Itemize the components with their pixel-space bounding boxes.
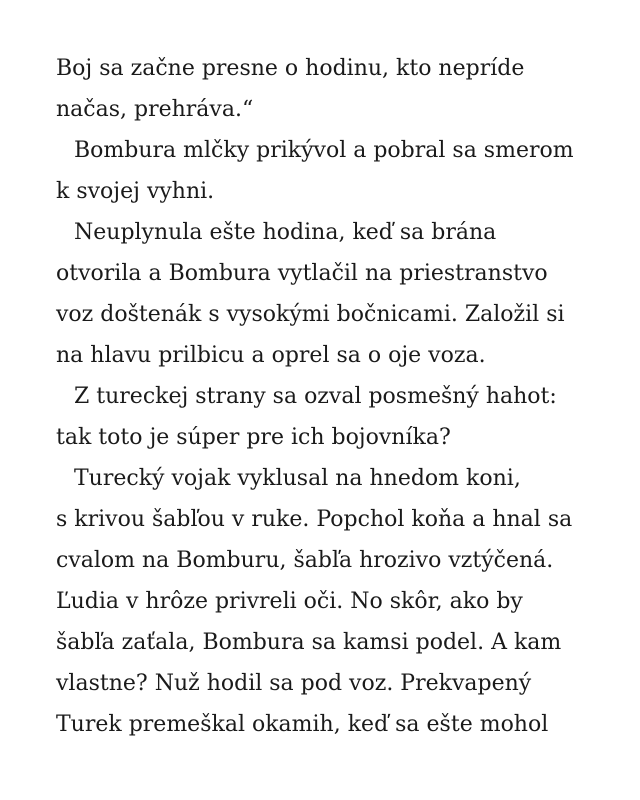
text-line: Z tureckej strany sa ozval posmešný hahot: (74, 384, 557, 409)
text-line: Turek premeškal okamih, keď sa ešte mohol (56, 712, 549, 737)
text-line: Neuplynula ešte hodina, keď sa brána (74, 220, 497, 245)
text-line: otvorila a Bombura vytlačil na priestranstvo (56, 261, 548, 286)
text-line: na hlavu prilbicu a oprel sa o oje voza. (56, 343, 486, 368)
text-line: voz doštenák s vysokými bočnicami. Založil si (56, 302, 565, 327)
text-line: šabľa zaťala, Bombura sa kamsi podel. A kam (56, 630, 562, 655)
text-line: Bombura mlčky prikývol a pobral sa smerom (74, 138, 574, 163)
text-line: s krivou šabľou v ruke. Popchol koňa a hnal sa (56, 507, 573, 532)
text-line: cvalom na Bomburu, šabľa hrozivo vztýčená. (56, 548, 554, 573)
text-line: Turecký vojak vyklusal na hnedom koni, (74, 466, 521, 491)
text-line: tak toto je súper pre ich bojovníka? (56, 425, 451, 450)
page-text (56, 48, 616, 745)
text-line: k svojej vyhni. (56, 179, 215, 204)
text-line: Ľudia v hrôze privreli oči. No skôr, ako by (56, 589, 523, 614)
text-line: načas, prehráva.“ (56, 97, 254, 122)
text-line: Boj sa začne presne o hodinu, kto nepríde (56, 56, 525, 81)
text-line: vlastne? Nuž hodil sa pod voz. Prekvapený (56, 671, 532, 696)
